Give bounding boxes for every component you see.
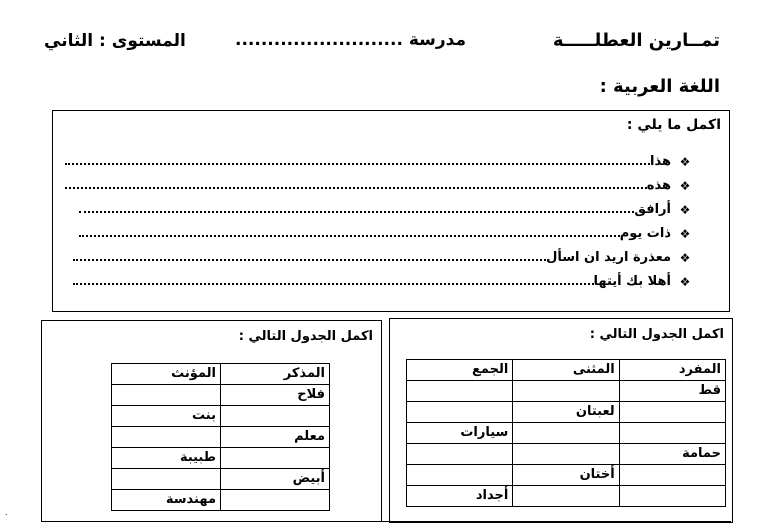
table-row bbox=[407, 402, 726, 423]
table-row bbox=[407, 486, 726, 507]
section-title: اللغة العربية : bbox=[599, 76, 720, 97]
table-row bbox=[112, 448, 330, 469]
blank-cell[interactable] bbox=[619, 465, 725, 486]
complete-item bbox=[79, 197, 693, 217]
diamond-bullet-icon: ❖ bbox=[679, 227, 691, 241]
table-cell: أبيض bbox=[221, 469, 330, 490]
blank-cell[interactable] bbox=[112, 469, 221, 490]
table-row bbox=[112, 385, 330, 406]
blank-cell[interactable] bbox=[407, 465, 513, 486]
answer-blank[interactable] bbox=[65, 187, 647, 189]
diamond-bullet-icon: ❖ bbox=[679, 155, 691, 169]
diamond-bullet-icon: ❖ bbox=[679, 179, 691, 193]
item-label: هذه bbox=[646, 178, 671, 193]
gender-table bbox=[111, 363, 330, 511]
page-title: تمــارين العطلـــــة bbox=[552, 30, 720, 51]
table-cell: سيارات bbox=[407, 423, 513, 444]
table-cell: أجداد bbox=[407, 486, 513, 507]
table-row bbox=[407, 444, 726, 465]
table-box-number bbox=[389, 318, 733, 523]
table-cell: طبيبة bbox=[112, 448, 221, 469]
item-label: أهلا بك أيتها bbox=[593, 274, 671, 289]
table-title: اكمل الجدول التالي : bbox=[238, 329, 373, 344]
blank-cell[interactable] bbox=[619, 423, 725, 444]
blank-cell[interactable] bbox=[513, 381, 619, 402]
blank-cell[interactable] bbox=[112, 385, 221, 406]
level-label: المستوى : الثاني bbox=[44, 31, 186, 51]
complete-item bbox=[65, 149, 693, 169]
diamond-bullet-icon: ❖ bbox=[679, 275, 691, 289]
exercise-title: اكمل ما يلي : bbox=[626, 117, 721, 133]
stray-mark: . bbox=[5, 508, 8, 517]
table-row bbox=[407, 423, 726, 444]
table-cell: فلاح bbox=[221, 385, 330, 406]
blank-cell[interactable] bbox=[112, 427, 221, 448]
number-table bbox=[406, 359, 726, 507]
column-header: المؤنث bbox=[112, 364, 221, 385]
blank-cell[interactable] bbox=[407, 444, 513, 465]
complete-item bbox=[65, 173, 693, 193]
blank-cell[interactable] bbox=[221, 490, 330, 511]
table-cell: حمامة bbox=[619, 444, 725, 465]
column-header: الجمع bbox=[407, 360, 513, 381]
blank-cell[interactable] bbox=[513, 444, 619, 465]
table-cell: بنت bbox=[112, 406, 221, 427]
complete-item bbox=[79, 221, 693, 241]
item-label: ذات يوم bbox=[619, 226, 671, 241]
table-cell: أختان bbox=[513, 465, 619, 486]
diamond-bullet-icon: ❖ bbox=[679, 203, 691, 217]
table-box-gender bbox=[41, 320, 382, 522]
item-label: معذرة اريد ان اسأل bbox=[546, 250, 671, 265]
blank-cell[interactable] bbox=[221, 448, 330, 469]
blank-cell[interactable] bbox=[221, 406, 330, 427]
complete-item bbox=[73, 245, 693, 265]
table-cell: معلم bbox=[221, 427, 330, 448]
table-cell: لعبتان bbox=[513, 402, 619, 423]
column-header: المذكر bbox=[221, 364, 330, 385]
complete-item bbox=[73, 269, 693, 289]
blank-cell[interactable] bbox=[407, 381, 513, 402]
blank-cell[interactable] bbox=[619, 486, 725, 507]
school-field: مدرسة .......................... bbox=[235, 30, 466, 50]
table-cell: مهندسة bbox=[112, 490, 221, 511]
answer-blank[interactable] bbox=[73, 259, 546, 261]
answer-blank[interactable] bbox=[73, 283, 594, 285]
table-row bbox=[407, 381, 726, 402]
table-header-row bbox=[112, 364, 330, 385]
table-row bbox=[112, 469, 330, 490]
table-row bbox=[112, 406, 330, 427]
answer-blank[interactable] bbox=[79, 211, 634, 213]
blank-cell[interactable] bbox=[513, 486, 619, 507]
column-header: المفرد bbox=[619, 360, 725, 381]
answer-blank[interactable] bbox=[65, 163, 650, 165]
table-row bbox=[407, 465, 726, 486]
answer-blank[interactable] bbox=[79, 235, 620, 237]
table-row bbox=[112, 427, 330, 448]
table-cell: قط bbox=[619, 381, 725, 402]
column-header: المثنى bbox=[513, 360, 619, 381]
diamond-bullet-icon: ❖ bbox=[679, 251, 691, 265]
item-label: هذا bbox=[650, 154, 671, 169]
table-row bbox=[112, 490, 330, 511]
blank-cell[interactable] bbox=[619, 402, 725, 423]
bottom-divider bbox=[41, 521, 731, 522]
table-title: اكمل الجدول التالي : bbox=[589, 327, 724, 342]
table-header-row bbox=[407, 360, 726, 381]
exercise-complete-box bbox=[52, 110, 730, 312]
item-label: أرافق bbox=[634, 202, 671, 217]
blank-cell[interactable] bbox=[513, 423, 619, 444]
blank-cell[interactable] bbox=[407, 402, 513, 423]
